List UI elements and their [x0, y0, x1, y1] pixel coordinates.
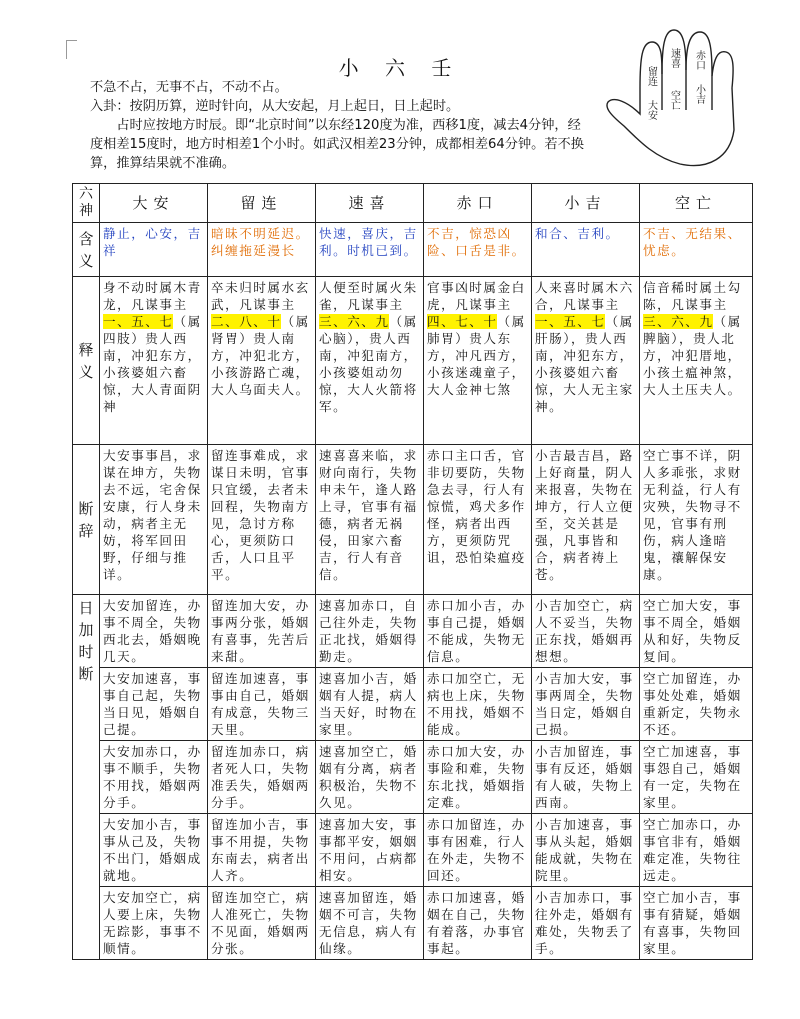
page-title: 小 六 壬 [338, 56, 462, 80]
meaning-cell: 快速，喜庆，吉利。时机已到。 [316, 223, 424, 277]
highlighted-numbers: 四、七、十 [427, 314, 498, 329]
explain-cell [640, 277, 753, 445]
time-cell: 小吉加大安，事事两周全，失物当日定，婚姻自己损。 [532, 668, 640, 741]
explain-text: （属肺胃）贵人东方，冲凡西方，小孩迷魂童子，大人金神七煞 [427, 314, 526, 397]
meaning-cell: 不吉，惊恐凶险、口舌是非。 [424, 223, 532, 277]
meaning-cell: 和合、吉利。 [532, 223, 640, 277]
explain-cell [316, 277, 424, 445]
time-cell: 大安加速喜，事事自己起，失物当日见，婚姻自己提。 [100, 668, 208, 741]
time-cell: 空亡加速喜，事事怨自己，婚姻有一定，失物在家里。 [640, 741, 753, 814]
explain-text: 卒未归时属水玄武，凡谋事主 [211, 280, 310, 312]
time-cell: 大安加空亡，病人要上床，失物无踪影，事事不顺情。 [100, 887, 208, 960]
verdict-row [73, 445, 753, 595]
explain-cell [100, 277, 208, 445]
time-cell: 赤口加小吉，办事自己提，婚姻不能成，失物无信息。 [424, 595, 532, 668]
highlighted-numbers: 三、六、九 [643, 314, 714, 329]
hand-label: 小吉 [693, 84, 705, 104]
explain-text: 信音稀时属土勾陈，凡谋事主 [643, 280, 742, 312]
explain-cell [208, 277, 316, 445]
god-header-kongwang: 空亡 [640, 184, 753, 223]
time-cell: 留连加小吉，事事不用提，失物东南去，病者出人齐。 [208, 814, 316, 887]
verdict-cell: 大安事事昌，求谋在坤方，失物去不远，宅舍保安康，行人身未动，病者主无妨，将军回田野，仔细与推详。 [100, 445, 208, 595]
god-header-liulian: 留连 [208, 184, 316, 223]
time-row [73, 741, 753, 814]
hand-label: 大安 [645, 100, 657, 120]
time-cell: 速喜加大安，事事都平安，姻姻不用问，占病都相安。 [316, 814, 424, 887]
row-label-verdict: 断辞 [73, 445, 100, 595]
time-cell: 空亡加赤口，办事官非有，婚姻难定准，失物往远走。 [640, 814, 753, 887]
hand-label: 留连 [645, 66, 657, 86]
meaning-row [73, 223, 753, 277]
god-header-suxi: 速喜 [316, 184, 424, 223]
time-cell: 留连加赤口，病者死人口，失物准丢失，婚姻两分手。 [208, 741, 316, 814]
time-cell: 大安加赤口，办事不顺手，失物不用找，婚姻两分手。 [100, 741, 208, 814]
god-header-chikou: 赤口 [424, 184, 532, 223]
time-cell: 空亡加留连，办事处处难，婚姻重新定，失物永不还。 [640, 668, 753, 741]
time-row [73, 814, 753, 887]
row-label-meaning: 含义 [73, 223, 100, 277]
time-cell: 小吉加留连，事事有反还，婚姻有人破，失物上西南。 [532, 741, 640, 814]
intro-line: 入卦：按阴历算，逆时针向，从大安起，月上起日，日上起时。 [90, 99, 460, 114]
explain-text: （属心脑），贵人西南，冲犯南方，小孩婆姐动勿惊，大人火箭将军。 [319, 314, 418, 414]
time-cell: 小吉加速喜，事事从头起，婚姻能成就，失物在院里。 [532, 814, 640, 887]
explain-text: 官事凶时属金白虎，凡谋事主 [427, 280, 526, 312]
highlighted-numbers: 二、八、十 [211, 314, 282, 329]
time-row [73, 887, 753, 960]
explain-text: 身不动时属木青龙，凡谋事主 [103, 280, 202, 312]
time-cell: 赤口加速喜，婚姻在自己，失物有着落，办事官事起。 [424, 887, 532, 960]
explain-cell [532, 277, 640, 445]
explain-text: 人便至时属火朱雀，凡谋事主 [319, 280, 418, 312]
explain-text: （属肝肠），贵人西南，冲犯东方，小孩婆姐六畜惊，大人无主家神。 [535, 314, 634, 414]
verdict-cell: 留连事难成，求谋日未明，官事只宜缓，去者未回程，失物南方见，急讨方称心，更须防口舌，人口且平平。 [208, 445, 316, 595]
explain-row [73, 277, 753, 445]
time-cell: 小吉加空亡，病人不妥当，失物正东找，婚姻再想想。 [532, 595, 640, 668]
god-header-xiaoji: 小吉 [532, 184, 640, 223]
explain-cell [424, 277, 532, 445]
time-row [73, 595, 753, 668]
time-cell: 速喜加赤口，自己往外走，失物正北找，婚姻得勤走。 [316, 595, 424, 668]
time-row [73, 668, 753, 741]
time-cell: 留连加速喜，事事由自己，婚姻有成意，失物三天里。 [208, 668, 316, 741]
hand-label: 赤口 [693, 50, 705, 70]
explain-text: （属肾胃）贵人南方，冲犯北方，小孩游路亡魂，大人乌面夫人。 [211, 314, 310, 397]
highlighted-numbers: 三、六、九 [319, 314, 390, 329]
hand-label: 空亡 [668, 90, 680, 110]
header-row [73, 184, 753, 223]
time-cell: 速喜加空亡，婚姻有分离，病者积极治，失物不久见。 [316, 741, 424, 814]
hand-label: 速喜 [668, 48, 680, 68]
explain-text: （属脾脑），贵人北方，冲犯厝地，小孩土瘟神煞，大人土压夫人。 [643, 314, 742, 397]
row-label-explain: 释义 [73, 277, 100, 445]
intro-line: 占时应按地方时辰。即“北京时间”以东经120度为准，西移1度，减去4分钟，经度相差15度时，地方时相差1个小时。如武汉相差23分钟，成都相差64分钟。若不换算，推算结果就不准确。 [90, 118, 584, 171]
time-cell: 大安加留连，办事不周全，失物西北去，婚姻晚几天。 [100, 595, 208, 668]
highlighted-numbers: 一、五、七 [103, 314, 174, 329]
time-cell: 空亡加小吉，事事有猜疑，婚姻有喜事，失物回家里。 [640, 887, 753, 960]
time-cell: 赤口加大安，办事险和难，失物东北找，婚姻指定难。 [424, 741, 532, 814]
time-cell: 速喜加小吉，婚姻有人提，病人当天好，时物在家里。 [316, 668, 424, 741]
meaning-cell: 静止，心安，吉祥 [100, 223, 208, 277]
time-cell: 赤口加空亡，无病也上床，失物不用找，婚姻不能成。 [424, 668, 532, 741]
row-label-time: 日加时断 [73, 595, 100, 960]
explain-text: 人来喜时属木六合，凡谋事主 [535, 280, 634, 312]
time-cell: 大安加小吉，事事从己及，失物不出门，婚姻成就地。 [100, 814, 208, 887]
time-cell: 空亡加大安，事事不周全，婚姻从和好，失物反复间。 [640, 595, 753, 668]
verdict-cell: 小吉最吉昌，路上好商量，阴人来报喜，失物在坤方，行人立便至，交关甚是强，凡事皆和合，病者祷上苍。 [532, 445, 640, 595]
palm-hand-diagram [600, 18, 778, 178]
highlighted-numbers: 一、五、七 [535, 314, 606, 329]
god-header-daan: 大安 [100, 184, 208, 223]
verdict-cell: 空亡事不详，阴人多乖张，求财无利益，行人有灾殃，失物寻不见，官事有刑伤，病人逢暗鬼，禳解保安康。 [640, 445, 753, 595]
meaning-cell: 暗昧不明延迟。纠缠拖延漫长 [208, 223, 316, 277]
liuren-table [72, 183, 753, 960]
verdict-cell: 赤口主口舌，官非切要防，失物急去寻，行人有惊慌，鸡犬多作怪，病者出西方，更须防咒诅，恐怕染瘟疫 [424, 445, 532, 595]
explain-text: （属四肢）贵人西南，冲犯东方，小孩婆姐六畜惊，大人青面阴神 [103, 314, 202, 414]
time-cell: 留连加大安，办事两分张，婚姻有喜事，先苦后来甜。 [208, 595, 316, 668]
verdict-cell: 速喜喜来临，求财向南行，失物申未午，逢人路上寻，官事有福德，病者无祸侵，田家六畜吉，行人有音信。 [316, 445, 424, 595]
time-cell: 赤口加留连，办事有困难，行人在外走，失物不回还。 [424, 814, 532, 887]
intro-line: 不急不占，无事不占，不动不占。 [90, 80, 288, 95]
meaning-cell: 不吉、无结果、忧虑。 [640, 223, 753, 277]
time-cell: 小吉加赤口，事往外走，婚姻有难处，失物丢了手。 [532, 887, 640, 960]
intro-text [90, 78, 590, 173]
header-corner: 六神 [73, 184, 100, 223]
time-cell: 速喜加留连，婚姻不可言，失物无信息，病人有仙缘。 [316, 887, 424, 960]
time-cell: 留连加空亡，病人准死亡，失物不见面，婚姻两分张。 [208, 887, 316, 960]
